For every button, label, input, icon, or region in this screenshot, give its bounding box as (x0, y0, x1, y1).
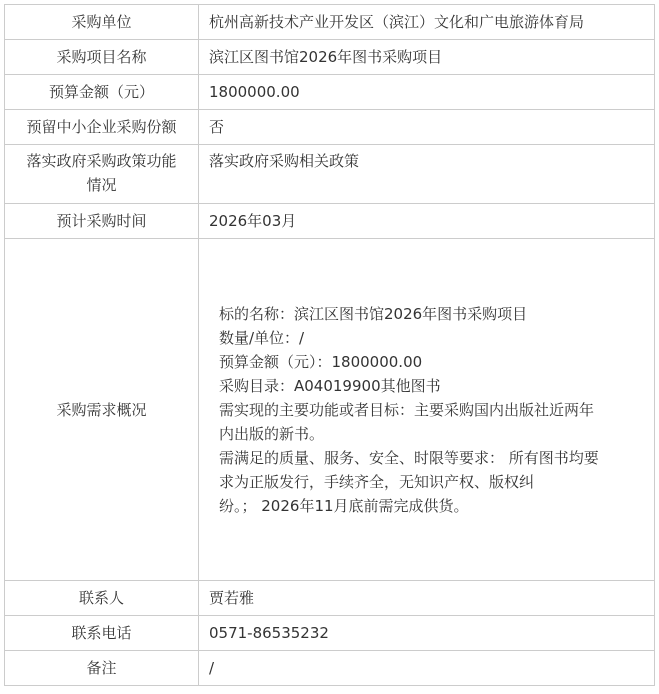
table-row (5, 75, 655, 110)
summary-text (209, 302, 644, 518)
row-label-line: 落实政府采购政策功能 (26, 152, 177, 170)
summary-line: 需实现的主要功能或者目标：主要采购国内出版社近两年 (219, 400, 595, 419)
summary-line: 需满足的质量、服务、安全、时限等要求： 所有图书均要 (219, 448, 599, 467)
summary-cell (199, 239, 655, 581)
summary-line: 预算金额（元）：1800000.00 (219, 352, 423, 371)
row-label: 预留中小企业采购份额 (5, 110, 199, 145)
row-label: 预计采购时间 (5, 204, 199, 239)
row-label: 采购项目名称 (5, 40, 199, 75)
row-label: 联系人 (5, 581, 199, 616)
row-value: 贾若雅 (199, 581, 655, 616)
summary-label: 采购需求概况 (5, 239, 199, 581)
summary-line: 标的名称：滨江区图书馆2026年图书采购项目 (219, 304, 528, 323)
row-label: 采购单位 (5, 5, 199, 40)
row-label (5, 145, 199, 204)
row-label: 备注 (5, 651, 199, 686)
summary-line: 纷。； 2026年11月底前需完成供货。 (219, 496, 469, 515)
table-row (5, 40, 655, 75)
table-row (5, 204, 655, 239)
procurement-info-table (4, 4, 655, 686)
row-value: / (199, 651, 655, 686)
summary-line: 采购目录：A04019900其他图书 (219, 376, 441, 395)
summary-line: 内出版的新书。 (219, 424, 325, 443)
row-value: 否 (199, 110, 655, 145)
summary-line: 数量/单位：/ (219, 328, 305, 347)
table-row (5, 5, 655, 40)
table-row (5, 239, 655, 581)
table-row (5, 110, 655, 145)
summary-line: 求为正版发行，手续齐全，无知识产权、版权纠 (219, 472, 535, 491)
row-value: 1800000.00 (199, 75, 655, 110)
table-row (5, 581, 655, 616)
row-label-line: 情况 (86, 176, 117, 194)
row-value: 落实政府采购相关政策 (199, 145, 655, 204)
row-value: 杭州高新技术产业开发区（滨江）文化和广电旅游体育局 (199, 5, 655, 40)
table-row (5, 616, 655, 651)
row-value: 滨江区图书馆2026年图书采购项目 (199, 40, 655, 75)
row-value: 0571-86535232 (199, 616, 655, 651)
row-value: 2026年03月 (199, 204, 655, 239)
row-label: 预算金额（元） (5, 75, 199, 110)
row-label: 联系电话 (5, 616, 199, 651)
table-row (5, 651, 655, 686)
table-row (5, 145, 655, 204)
